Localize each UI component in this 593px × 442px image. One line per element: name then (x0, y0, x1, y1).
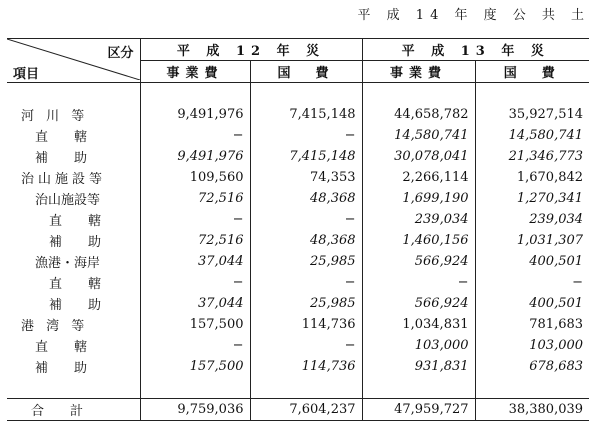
corner-header-cell (7, 39, 140, 83)
col-header-cost-12: 事業費 (140, 61, 250, 83)
value-cell: − (140, 335, 250, 356)
table-row (7, 356, 589, 377)
value-cell: − (475, 272, 589, 293)
value-cell: 25,985 (250, 293, 362, 314)
value-cell: 1,670,842 (475, 167, 589, 188)
spacer-row (7, 83, 589, 105)
value-cell: 37,044 (140, 251, 250, 272)
page-title: 平 成 14 年 度 公 共 土 (357, 8, 590, 23)
value-cell: 14,580,741 (475, 125, 589, 146)
value-cell: 103,000 (475, 335, 589, 356)
total-value-cell: 7,604,237 (250, 399, 362, 421)
value-cell: 25,985 (250, 251, 362, 272)
table-row (7, 125, 589, 146)
corner-label-category: 区分 (107, 46, 134, 61)
row-label: 港 湾 等 (21, 319, 89, 334)
value-cell: − (362, 272, 475, 293)
value-cell: 7,415,148 (250, 104, 362, 125)
value-cell: 9,491,976 (140, 104, 250, 125)
total-value-cell: 38,380,039 (475, 399, 589, 421)
row-label: 河 川 等 (21, 109, 89, 124)
value-cell: − (250, 209, 362, 230)
value-cell: 400,501 (475, 293, 589, 314)
value-cell: 30,078,041 (362, 146, 475, 167)
value-cell: 566,924 (362, 251, 475, 272)
value-cell: − (140, 209, 250, 230)
row-label: 直 轄 (49, 277, 102, 292)
value-cell: 74,353 (250, 167, 362, 188)
value-cell: 157,500 (140, 356, 250, 377)
value-cell: − (140, 125, 250, 146)
value-cell: 72,516 (140, 230, 250, 251)
header-row-years (7, 39, 589, 61)
table-row (7, 188, 589, 209)
value-cell: 37,044 (140, 293, 250, 314)
table-row (7, 230, 589, 251)
value-cell: 35,927,514 (475, 104, 589, 125)
value-cell: 1,699,190 (362, 188, 475, 209)
disaster-cost-table (7, 38, 589, 421)
value-cell: 114,736 (250, 314, 362, 335)
total-value-cell: 9,759,036 (140, 399, 250, 421)
value-cell: 114,736 (250, 356, 362, 377)
value-cell: 566,924 (362, 293, 475, 314)
value-cell: − (140, 272, 250, 293)
col-header-national-13: 国 費 (475, 61, 589, 83)
row-label: 治山施設等 (21, 172, 107, 187)
value-cell: 7,415,148 (250, 146, 362, 167)
row-label: 治山施設等 (35, 193, 101, 208)
col-header-national-12: 国 費 (250, 61, 362, 83)
value-cell: 781,683 (475, 314, 589, 335)
row-label: 補 助 (35, 151, 88, 166)
value-cell: 2,266,114 (362, 167, 475, 188)
table-row (7, 272, 589, 293)
table-row (7, 146, 589, 167)
value-cell: 103,000 (362, 335, 475, 356)
row-label: 直 轄 (35, 340, 88, 355)
value-cell: 1,270,341 (475, 188, 589, 209)
value-cell: 400,501 (475, 251, 589, 272)
table-row (7, 335, 589, 356)
table-row (7, 293, 589, 314)
corner-label-item: 項目 (13, 67, 40, 82)
value-cell: 1,034,831 (362, 314, 475, 335)
year-header-13: 平 成 13 年 災 (362, 39, 589, 61)
col-header-cost-13: 事業費 (362, 61, 475, 83)
spacer-row (7, 377, 589, 399)
value-cell: 72,516 (140, 188, 250, 209)
value-cell: 239,034 (362, 209, 475, 230)
table-row (7, 104, 589, 125)
value-cell: 931,831 (362, 356, 475, 377)
value-cell: 678,683 (475, 356, 589, 377)
row-label: 補 助 (49, 298, 102, 313)
value-cell: 48,368 (250, 188, 362, 209)
table-row (7, 314, 589, 335)
value-cell: 1,031,307 (475, 230, 589, 251)
value-cell: − (250, 272, 362, 293)
row-label: 直 轄 (49, 214, 102, 229)
value-cell: 1,460,156 (362, 230, 475, 251)
total-row (7, 399, 589, 421)
total-value-cell: 47,959,727 (362, 399, 475, 421)
value-cell: − (250, 335, 362, 356)
value-cell: 14,580,741 (362, 125, 475, 146)
value-cell: 239,034 (475, 209, 589, 230)
total-label: 合 計 (7, 399, 140, 421)
table-row (7, 209, 589, 230)
value-cell: 21,346,773 (475, 146, 589, 167)
table-row (7, 251, 589, 272)
table-row (7, 167, 589, 188)
row-label: 補 助 (49, 235, 102, 250)
row-label: 直 轄 (35, 130, 88, 145)
value-cell: 44,658,782 (362, 104, 475, 125)
row-label: 漁港・海岸 (35, 256, 101, 271)
year-header-12: 平 成 12 年 災 (140, 39, 362, 61)
value-cell: − (250, 125, 362, 146)
value-cell: 9,491,976 (140, 146, 250, 167)
row-label: 補 助 (35, 361, 88, 376)
value-cell: 48,368 (250, 230, 362, 251)
value-cell: 109,560 (140, 167, 250, 188)
value-cell: 157,500 (140, 314, 250, 335)
